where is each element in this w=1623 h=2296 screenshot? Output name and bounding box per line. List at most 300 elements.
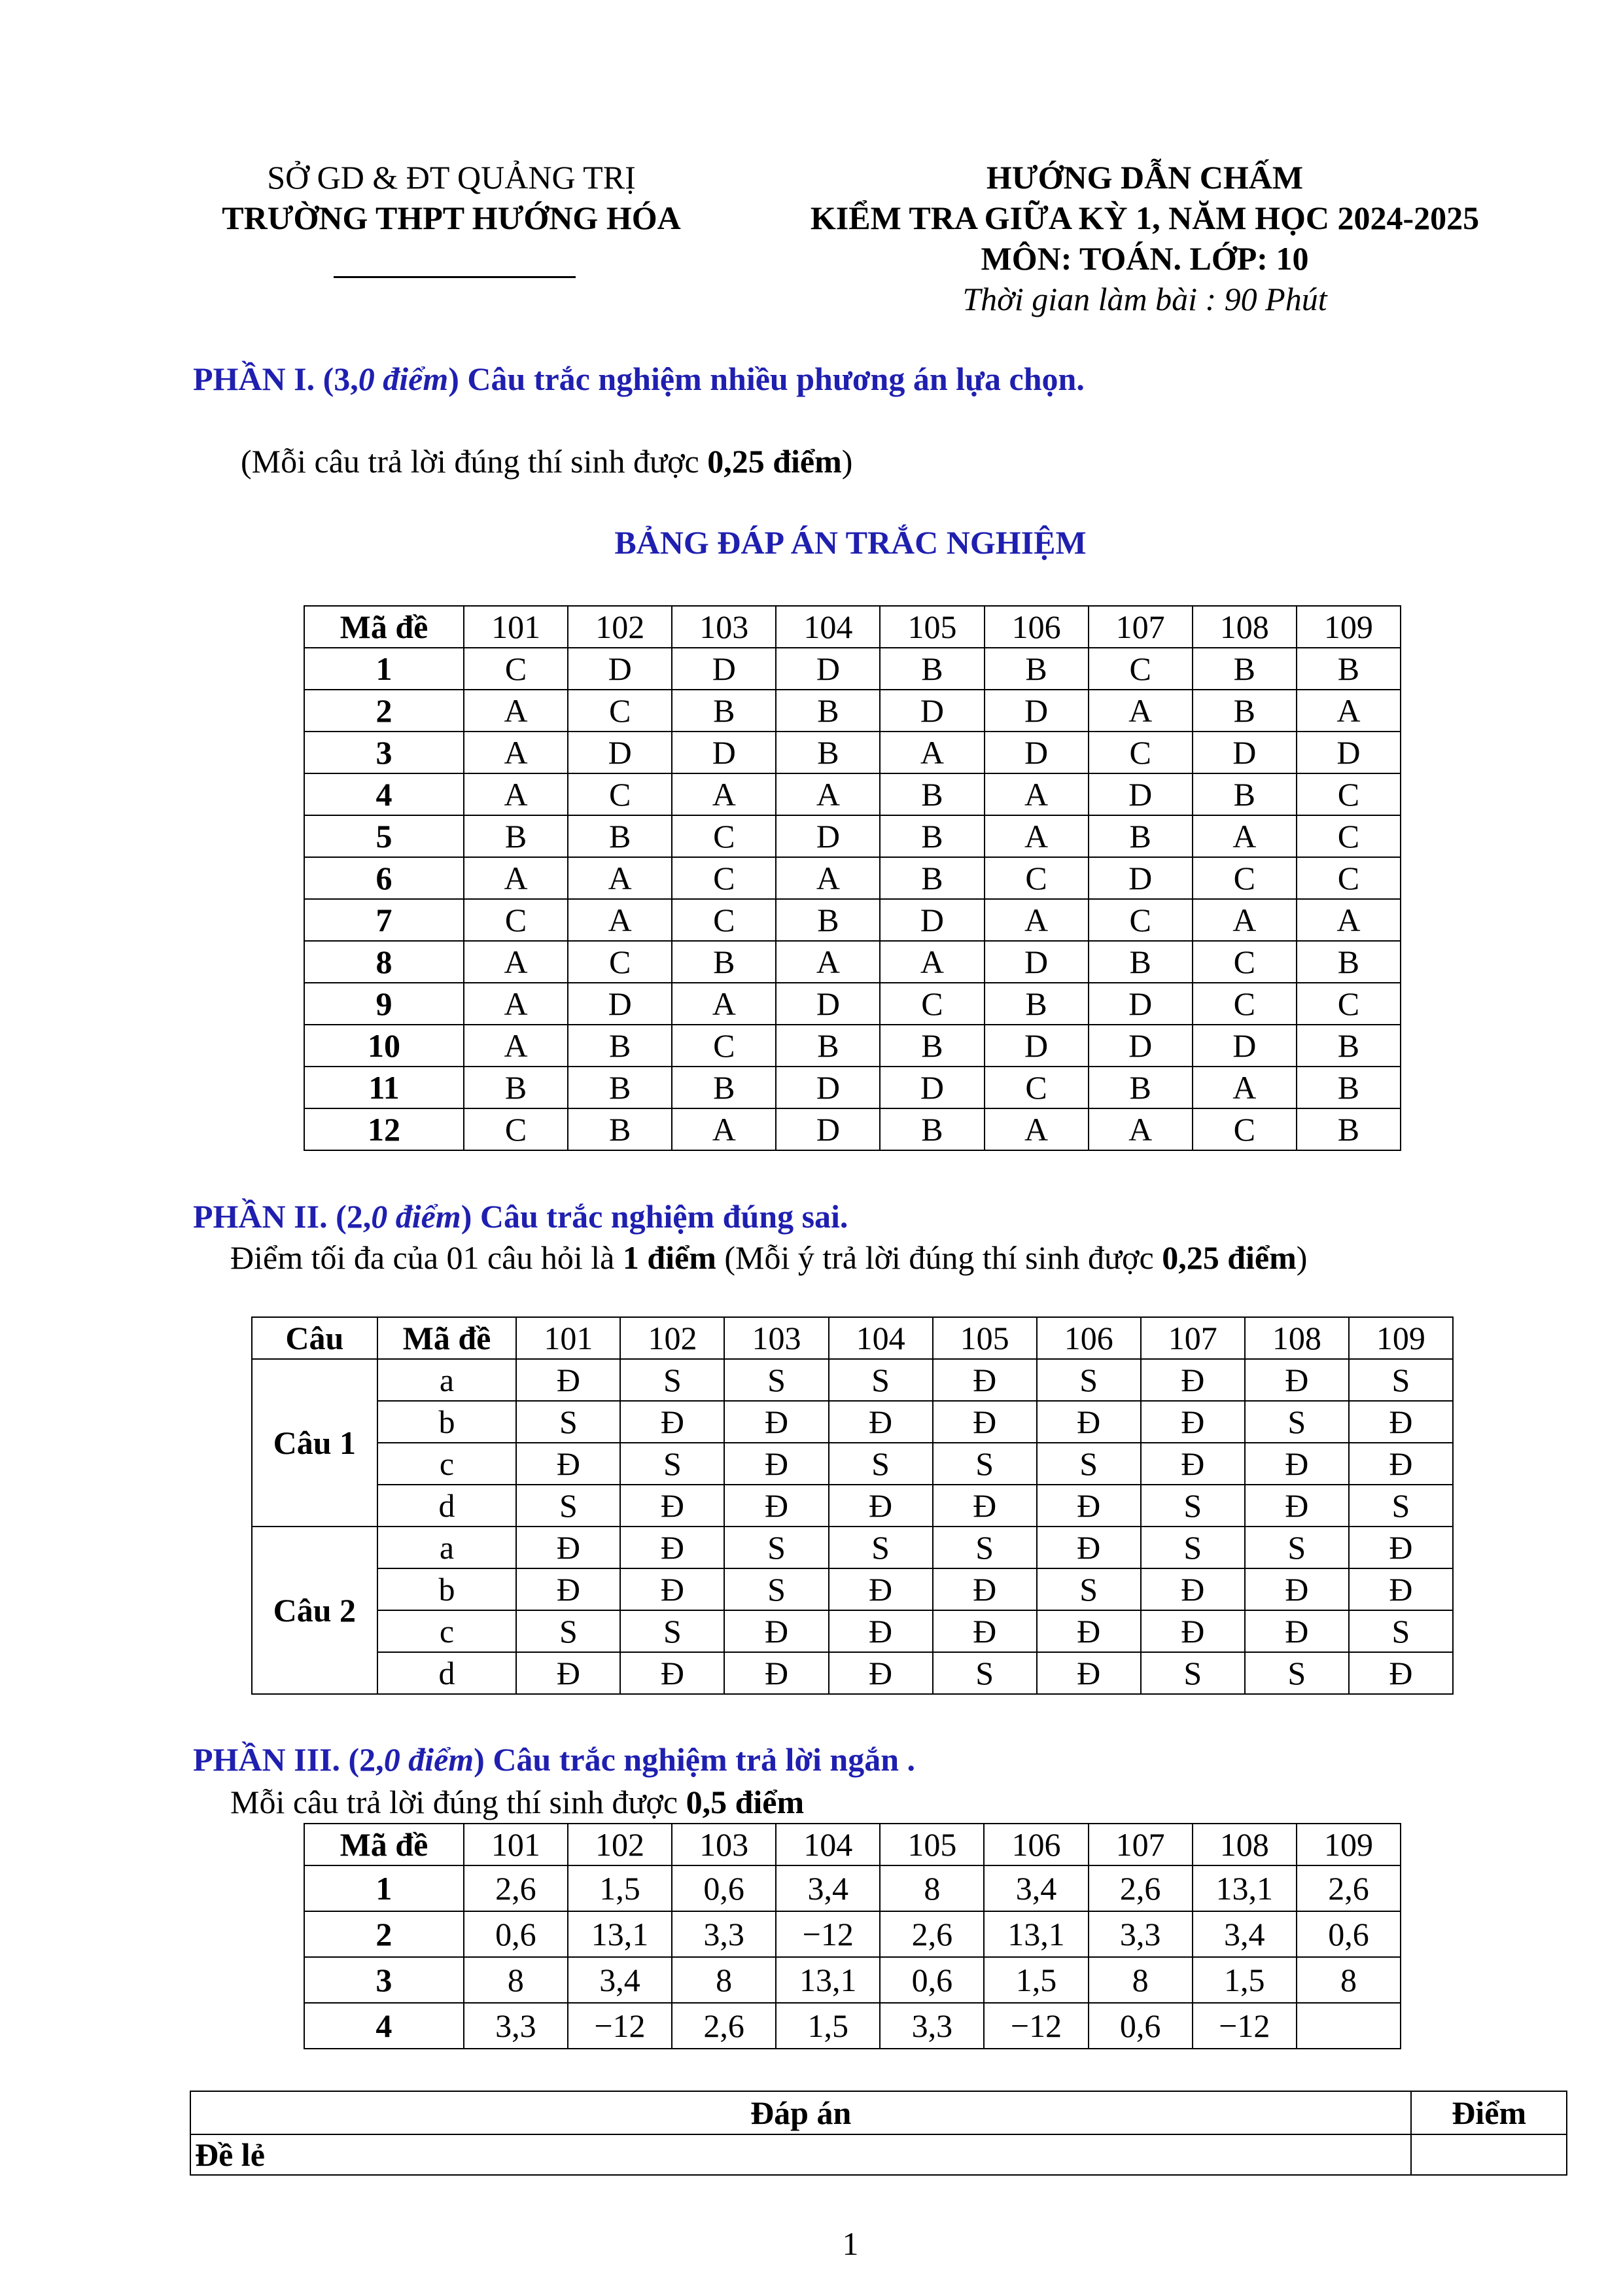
part1-heading-a: PHẦN I. (3, (193, 361, 358, 397)
answer-cell: S (1245, 1652, 1349, 1694)
answer-cell: Đ (1141, 1401, 1245, 1443)
part2-heading-a: PHẦN II. (2, (193, 1198, 372, 1235)
part2-note-d: 0,25 điểm (1162, 1239, 1297, 1276)
part3-note-a: Mỗi câu trả lời đúng thí sinh được (230, 1784, 686, 1820)
answer-cell: Đ (1245, 1359, 1349, 1401)
answer-cell: A (776, 941, 880, 983)
table-row (304, 1911, 1401, 1957)
answer-cell: D (672, 648, 776, 690)
answer-cell: 0,6 (1297, 1911, 1401, 1957)
table-row (304, 983, 1401, 1025)
answer-cell: Đ (1245, 1568, 1349, 1610)
answer-cell: D (880, 690, 984, 732)
page-number: 1 (842, 2225, 859, 2262)
answer-cell: A (1089, 690, 1193, 732)
code-header-cell: 106 (985, 606, 1089, 648)
answer-cell: Đ (724, 1443, 828, 1485)
answer-cell: B (880, 648, 984, 690)
answer-cell: Đ (724, 1652, 828, 1694)
school-header (190, 157, 713, 238)
code-header-cell: 102 (568, 606, 672, 648)
sub-item-cell: b (377, 1568, 517, 1610)
answer-cell: S (1349, 1359, 1453, 1401)
answer-cell: A (985, 815, 1089, 857)
code-header-cell: 101 (516, 1317, 620, 1359)
answer-cell: Đ (1037, 1401, 1141, 1443)
part2-note (230, 1239, 1307, 1277)
answer-cell: D (1089, 983, 1193, 1025)
document-title: HƯỚNG DẪN CHẤM (986, 159, 1304, 196)
answer-cell: A (1089, 1108, 1193, 1150)
answer-cell: Đ (620, 1652, 724, 1694)
table-row (304, 773, 1401, 815)
answer-cell: A (464, 1025, 568, 1067)
answer-cell: Đ (1037, 1527, 1141, 1568)
answer-cell: Đ (1349, 1443, 1453, 1485)
table-row (304, 1957, 1401, 2003)
answer-cell: A (672, 1108, 776, 1150)
answer-cell: Đ (516, 1443, 620, 1485)
answer-cell: B (672, 1067, 776, 1108)
code-header-cell: 105 (880, 1824, 984, 1865)
answer-cell: B (568, 815, 672, 857)
answer-column-header: Đáp án (190, 2091, 1411, 2134)
code-header-cell: 105 (933, 1317, 1037, 1359)
answer-cell: B (568, 1067, 672, 1108)
part3-note (230, 1783, 804, 1821)
answer-cell: D (1089, 773, 1193, 815)
answer-cell: D (985, 1025, 1089, 1067)
answer-cell: D (1089, 1025, 1193, 1067)
answer-cell: B (672, 941, 776, 983)
answer-cell: A (464, 732, 568, 773)
answer-cell: Đ (829, 1610, 933, 1652)
answer-cell: A (880, 941, 984, 983)
code-header-cell: 103 (724, 1317, 828, 1359)
answer-cell: Đ (724, 1485, 828, 1527)
answer-cell: B (464, 1067, 568, 1108)
score-cell (1411, 2134, 1567, 2175)
question-number-cell: 12 (304, 1108, 464, 1150)
answer-cell: C (1297, 773, 1401, 815)
part2-note-e: ) (1296, 1239, 1308, 1276)
answer-cell: B (568, 1108, 672, 1150)
answer-cell: Đ (1037, 1485, 1141, 1527)
answer-cell: C (1297, 857, 1401, 899)
answer-cell (1297, 2003, 1401, 2049)
answer-cell: B (1297, 648, 1401, 690)
answer-cell: D (776, 1108, 880, 1150)
answer-cell: Đ (724, 1401, 828, 1443)
answer-cell: Đ (620, 1401, 724, 1443)
answer-cell: Đ (620, 1568, 724, 1610)
score-column-header: Điểm (1411, 2091, 1567, 2134)
sub-item-cell: d (377, 1652, 517, 1694)
part2-heading-c: ) Câu trắc nghiệm đúng sai. (461, 1198, 848, 1235)
sub-item-cell: c (377, 1610, 517, 1652)
answer-cell: Đ (1141, 1443, 1245, 1485)
answer-cell: C (1297, 983, 1401, 1025)
answer-cell: C (1193, 857, 1297, 899)
part2-heading-b: 0 điểm (371, 1198, 461, 1235)
code-header-cell: 104 (829, 1317, 933, 1359)
table-row (304, 1025, 1401, 1067)
answer-cell: 2,6 (464, 1865, 568, 1911)
answer-cell: 3,4 (984, 1865, 1088, 1911)
table-row (252, 1527, 1453, 1568)
answer-cell: S (516, 1485, 620, 1527)
answer-cell: Đ (620, 1485, 724, 1527)
table-row (304, 732, 1401, 773)
table-row (304, 1108, 1401, 1150)
solution-table (190, 2091, 1567, 2176)
code-header-cell: 109 (1297, 606, 1401, 648)
part2-note-a: Điểm tối đa của 01 câu hỏi là (230, 1239, 623, 1276)
question-number-cell: 1 (304, 1865, 464, 1911)
answer-cell: C (672, 1025, 776, 1067)
answer-cell: B (985, 983, 1089, 1025)
answer-cell: A (1297, 899, 1401, 941)
part2-note-c: (Mỗi ý trả lời đúng thí sinh được (716, 1239, 1162, 1276)
answer-cell: A (1193, 1067, 1297, 1108)
part3-heading-a: PHẦN III. (2, (193, 1741, 384, 1778)
answer-cell: S (620, 1443, 724, 1485)
code-header-cell: 103 (672, 606, 776, 648)
answer-cell: 0,6 (1089, 2003, 1193, 2049)
answer-cell: B (776, 899, 880, 941)
school-name: TRƯỜNG THPT HƯỚNG HÓA (222, 200, 681, 236)
code-header-cell: 106 (1037, 1317, 1141, 1359)
answer-cell: Đ (1349, 1568, 1453, 1610)
answer-cell: B (1297, 1108, 1401, 1150)
answer-cell: A (464, 941, 568, 983)
part2-note-b: 1 điểm (622, 1239, 716, 1276)
answer-cell: 3,3 (880, 2003, 984, 2049)
answer-cell: Đ (829, 1401, 933, 1443)
answer-cell: Đ (1245, 1610, 1349, 1652)
answer-cell: B (1297, 1067, 1401, 1108)
table-row (304, 1865, 1401, 1911)
answer-cell: D (568, 732, 672, 773)
question-number-cell: 7 (304, 899, 464, 941)
answer-cell: B (880, 1025, 984, 1067)
header-divider (334, 276, 576, 278)
answer-cell: C (1089, 732, 1193, 773)
answer-cell: S (1037, 1359, 1141, 1401)
answer-cell: A (464, 773, 568, 815)
answer-cell: −12 (568, 2003, 672, 2049)
answer-cell: A (776, 857, 880, 899)
answer-cell: B (1297, 1025, 1401, 1067)
answer-cell: B (672, 690, 776, 732)
answer-cell: C (568, 941, 672, 983)
answer-cell: Đ (933, 1568, 1037, 1610)
answer-cell: B (568, 1025, 672, 1067)
answer-cell: C (464, 648, 568, 690)
answer-cell: C (1089, 648, 1193, 690)
answer-cell: C (985, 857, 1089, 899)
sub-item-cell: a (377, 1527, 517, 1568)
question-number-cell: 10 (304, 1025, 464, 1067)
answer-cell: 0,6 (880, 1957, 984, 2003)
answer-cell: D (1297, 732, 1401, 773)
answer-cell: D (880, 1067, 984, 1108)
exam-header (720, 157, 1570, 319)
table-row (304, 1067, 1401, 1108)
sub-item-cell: b (377, 1401, 517, 1443)
answer-cell: C (1297, 815, 1401, 857)
answer-cell: S (1245, 1527, 1349, 1568)
answer-cell: B (1089, 941, 1193, 983)
table-row (304, 690, 1401, 732)
odd-version-label: Đề lẻ (190, 2134, 1411, 2175)
answer-cell: B (880, 1108, 984, 1150)
table-row (304, 648, 1401, 690)
answer-cell: 1,5 (1193, 1957, 1297, 2003)
table-row (304, 857, 1401, 899)
answer-cell: B (880, 857, 984, 899)
code-header-cell: 104 (776, 1824, 880, 1865)
answer-key-title: BẢNG ĐÁP ÁN TRẮC NGHIỆM (614, 524, 1087, 561)
answer-cell: D (985, 690, 1089, 732)
code-label-cell: Mã đề (304, 1824, 464, 1865)
code-header-cell: 106 (984, 1824, 1088, 1865)
answer-cell: 3,4 (776, 1865, 880, 1911)
part3-heading-b: 0 điểm (383, 1741, 474, 1778)
answer-cell: B (1193, 648, 1297, 690)
answer-cell: A (1297, 690, 1401, 732)
answer-cell: D (672, 732, 776, 773)
part1-note (241, 442, 852, 480)
answer-cell: B (880, 815, 984, 857)
question-number-cell: 4 (304, 773, 464, 815)
code-header-cell: 107 (1089, 1824, 1193, 1865)
part2-heading (193, 1197, 848, 1235)
table-row (252, 1610, 1453, 1652)
table-row (304, 2003, 1401, 2049)
answer-cell: C (464, 1108, 568, 1150)
answer-cell: S (516, 1610, 620, 1652)
question-name-cell: Câu 2 (252, 1527, 377, 1694)
answer-cell: S (933, 1443, 1037, 1485)
answer-cell: D (776, 648, 880, 690)
part1-heading (193, 360, 1085, 398)
answer-cell: Đ (1141, 1568, 1245, 1610)
code-header-cell: 108 (1193, 1824, 1297, 1865)
sub-item-cell: c (377, 1443, 517, 1485)
answer-cell: 13,1 (1193, 1865, 1297, 1911)
answer-cell: S (516, 1401, 620, 1443)
answer-cell: 8 (1089, 1957, 1193, 2003)
answer-cell: S (829, 1527, 933, 1568)
answer-cell: −12 (776, 1911, 880, 1957)
answer-cell: C (568, 690, 672, 732)
table-row (304, 815, 1401, 857)
table-row (252, 1443, 1453, 1485)
answer-cell: D (1193, 732, 1297, 773)
part3-heading (193, 1740, 915, 1778)
table-row (252, 1359, 1453, 1401)
part1-heading-b: 0 điểm (358, 361, 449, 397)
answer-cell: 2,6 (880, 1911, 984, 1957)
answer-cell: Đ (516, 1652, 620, 1694)
answer-cell: 8 (1297, 1957, 1401, 2003)
answer-cell: A (568, 857, 672, 899)
answer-cell: A (985, 899, 1089, 941)
table-row (252, 1568, 1453, 1610)
part1-answer-table (304, 605, 1401, 1151)
answer-cell: 0,6 (464, 1911, 568, 1957)
answer-cell: C (568, 773, 672, 815)
answer-cell: S (620, 1610, 724, 1652)
answer-cell: 13,1 (984, 1911, 1088, 1957)
answer-cell: −12 (984, 2003, 1088, 2049)
answer-cell: Đ (933, 1359, 1037, 1401)
answer-cell: D (776, 815, 880, 857)
part3-heading-c: ) Câu trắc nghiệm trả lời ngắn . (474, 1741, 916, 1778)
part3-note-b: 0,5 điểm (686, 1784, 805, 1820)
question-number-cell: 2 (304, 690, 464, 732)
answer-cell: Đ (933, 1401, 1037, 1443)
answer-cell: S (933, 1652, 1037, 1694)
answer-cell: 8 (880, 1865, 984, 1911)
table-row (304, 899, 1401, 941)
code-label-cell: Mã đề (304, 606, 464, 648)
answer-cell: C (1193, 941, 1297, 983)
question-column-header: Câu (252, 1317, 377, 1359)
answer-cell: Đ (1349, 1652, 1453, 1694)
answer-cell: Đ (516, 1359, 620, 1401)
answer-cell: Đ (829, 1485, 933, 1527)
answer-cell: Đ (620, 1527, 724, 1568)
answer-cell: C (1193, 983, 1297, 1025)
exam-name: KIỂM TRA GIỮA KỲ 1, NĂM HỌC 2024-2025 (810, 200, 1480, 236)
answer-cell: 0,6 (672, 1865, 776, 1911)
code-header-cell: 107 (1089, 606, 1193, 648)
answer-cell: A (568, 899, 672, 941)
answer-cell: C (672, 815, 776, 857)
answer-cell: Đ (933, 1485, 1037, 1527)
answer-cell: 1,5 (568, 1865, 672, 1911)
answer-cell: 3,4 (568, 1957, 672, 2003)
question-number-cell: 6 (304, 857, 464, 899)
answer-cell: D (1089, 857, 1193, 899)
answer-cell: A (985, 773, 1089, 815)
sub-item-cell: d (377, 1485, 517, 1527)
answer-cell: S (933, 1527, 1037, 1568)
answer-cell: C (985, 1067, 1089, 1108)
answer-cell: A (464, 857, 568, 899)
answer-cell: 13,1 (568, 1911, 672, 1957)
answer-cell: Đ (1037, 1610, 1141, 1652)
answer-cell: C (672, 857, 776, 899)
answer-cell: S (724, 1359, 828, 1401)
answer-cell: 1,5 (776, 2003, 880, 2049)
answer-cell: 13,1 (776, 1957, 880, 2003)
code-header-cell: 108 (1245, 1317, 1349, 1359)
answer-cell: B (985, 648, 1089, 690)
table-row (252, 1401, 1453, 1443)
answer-cell: C (1089, 899, 1193, 941)
answer-cell: A (880, 732, 984, 773)
question-number-cell: 1 (304, 648, 464, 690)
code-header-cell: 102 (620, 1317, 724, 1359)
answer-cell: Đ (1245, 1443, 1349, 1485)
question-number-cell: 9 (304, 983, 464, 1025)
answer-cell: B (880, 773, 984, 815)
answer-cell: Đ (1349, 1401, 1453, 1443)
question-number-cell: 3 (304, 1957, 464, 2003)
code-header-cell: 102 (568, 1824, 672, 1865)
answer-cell: 3,4 (1193, 1911, 1297, 1957)
answer-cell: A (672, 773, 776, 815)
department-name: SỞ GD & ĐT QUẢNG TRỊ (267, 159, 636, 196)
table-row (304, 941, 1401, 983)
answer-cell: Đ (1245, 1485, 1349, 1527)
answer-cell: 3,3 (464, 2003, 568, 2049)
answer-cell: S (1037, 1568, 1141, 1610)
answer-cell: D (776, 1067, 880, 1108)
part2-answer-table (251, 1316, 1454, 1695)
answer-cell: A (672, 983, 776, 1025)
answer-cell: B (1193, 773, 1297, 815)
answer-cell: B (464, 815, 568, 857)
answer-cell: D (880, 899, 984, 941)
answer-cell: S (724, 1568, 828, 1610)
answer-cell: C (672, 899, 776, 941)
question-name-cell: Câu 1 (252, 1359, 377, 1527)
answer-cell: Đ (516, 1568, 620, 1610)
table-row (252, 1485, 1453, 1527)
answer-cell: A (1193, 815, 1297, 857)
answer-cell: Đ (516, 1527, 620, 1568)
answer-cell: S (1037, 1443, 1141, 1485)
answer-cell: D (985, 732, 1089, 773)
part1-note-c: ) (841, 443, 853, 480)
code-header-cell: 101 (464, 1824, 568, 1865)
answer-cell: S (1141, 1485, 1245, 1527)
code-header-cell: 101 (464, 606, 568, 648)
answer-cell: −12 (1193, 2003, 1297, 2049)
answer-cell: C (880, 983, 984, 1025)
code-header-cell: 109 (1297, 1824, 1401, 1865)
code-header-cell: 105 (880, 606, 984, 648)
code-label-cell: Mã đề (377, 1317, 517, 1359)
answer-cell: S (1141, 1652, 1245, 1694)
part1-note-b: 0,25 điểm (707, 443, 842, 480)
code-header-cell: 108 (1193, 606, 1297, 648)
answer-cell: D (776, 983, 880, 1025)
answer-cell: 2,6 (672, 2003, 776, 2049)
answer-cell: 3,3 (1089, 1911, 1193, 1957)
answer-cell: Đ (724, 1610, 828, 1652)
subject-grade: MÔN: TOÁN. LỚP: 10 (981, 240, 1309, 277)
answer-cell: C (1193, 1108, 1297, 1150)
question-number-cell: 3 (304, 732, 464, 773)
answer-cell: D (1193, 1025, 1297, 1067)
answer-cell: S (620, 1359, 724, 1401)
code-header-cell: 103 (672, 1824, 776, 1865)
code-header-cell: 109 (1349, 1317, 1453, 1359)
answer-cell: 3,3 (672, 1911, 776, 1957)
answer-cell: B (1089, 1067, 1193, 1108)
answer-cell: A (464, 983, 568, 1025)
part1-note-a: (Mỗi câu trả lời đúng thí sinh được (241, 443, 708, 480)
answer-cell: B (1193, 690, 1297, 732)
answer-cell: D (568, 648, 672, 690)
answer-cell: D (568, 983, 672, 1025)
answer-cell: B (776, 690, 880, 732)
